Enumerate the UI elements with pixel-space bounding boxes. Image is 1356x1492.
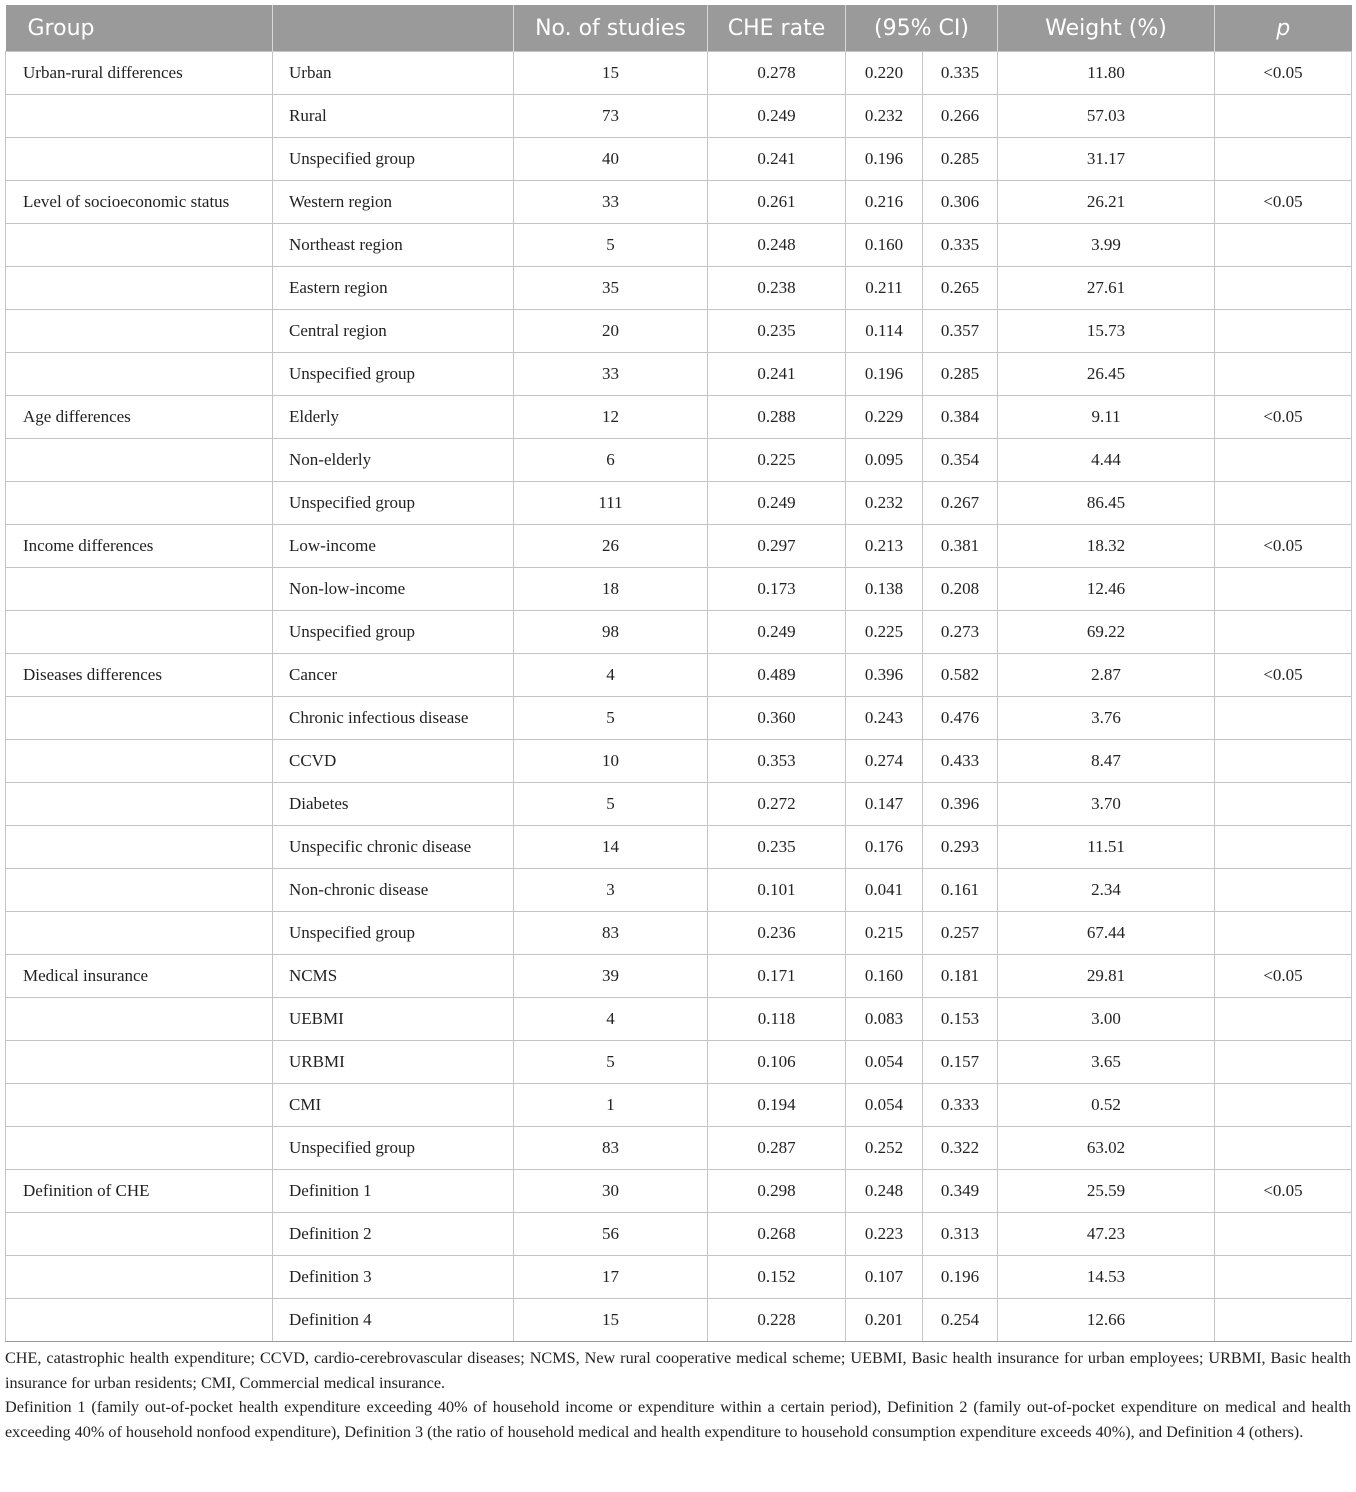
studies-cell: 5 [514, 783, 708, 826]
p-value-cell [1215, 912, 1352, 955]
table-row [6, 697, 1352, 740]
table-container [5, 5, 1351, 1444]
subgroup-cell: Northeast region [273, 224, 514, 267]
che-rate-cell: 0.152 [708, 1256, 846, 1299]
ci-lower-cell: 0.213 [846, 525, 923, 568]
che-rate-cell: 0.288 [708, 396, 846, 439]
group-cell: Income differences [6, 525, 273, 568]
p-value-cell: <0.05 [1215, 525, 1352, 568]
weight-cell: 3.00 [998, 998, 1215, 1041]
che-rate-cell: 0.235 [708, 310, 846, 353]
table-row [6, 826, 1352, 869]
che-rate-cell: 0.272 [708, 783, 846, 826]
subgroup-cell: Unspecified group [273, 482, 514, 525]
weight-cell: 86.45 [998, 482, 1215, 525]
subgroup-cell: Diabetes [273, 783, 514, 826]
table-row [6, 52, 1352, 95]
ci-upper-cell: 0.285 [923, 138, 998, 181]
ci-upper-cell: 0.273 [923, 611, 998, 654]
group-cell [6, 310, 273, 353]
table-row [6, 611, 1352, 654]
ci-upper-cell: 0.265 [923, 267, 998, 310]
subgroup-cell: Non-chronic disease [273, 869, 514, 912]
p-value-cell [1215, 611, 1352, 654]
che-rate-cell: 0.249 [708, 611, 846, 654]
ci-upper-cell: 0.384 [923, 396, 998, 439]
table-row [6, 181, 1352, 224]
p-value-cell [1215, 697, 1352, 740]
subgroup-cell: Urban [273, 52, 514, 95]
weight-cell: 3.99 [998, 224, 1215, 267]
table-body [6, 52, 1352, 1342]
studies-cell: 73 [514, 95, 708, 138]
table-row [6, 1041, 1352, 1084]
subgroup-cell: Unspecified group [273, 353, 514, 396]
table-footnotes [5, 1346, 1351, 1444]
group-cell [6, 1256, 273, 1299]
header-che-rate: CHE rate [708, 5, 846, 52]
ci-upper-cell: 0.153 [923, 998, 998, 1041]
weight-cell: 27.61 [998, 267, 1215, 310]
ci-lower-cell: 0.220 [846, 52, 923, 95]
che-rate-cell: 0.225 [708, 439, 846, 482]
studies-cell: 35 [514, 267, 708, 310]
ci-lower-cell: 0.223 [846, 1213, 923, 1256]
ci-upper-cell: 0.335 [923, 224, 998, 267]
table-row [6, 783, 1352, 826]
p-value-cell [1215, 95, 1352, 138]
group-cell [6, 353, 273, 396]
p-value-cell: <0.05 [1215, 396, 1352, 439]
subgroup-cell: CMI [273, 1084, 514, 1127]
group-cell [6, 1127, 273, 1170]
weight-cell: 11.80 [998, 52, 1215, 95]
table-row [6, 396, 1352, 439]
header-group: Group [6, 5, 273, 52]
table-row [6, 1256, 1352, 1299]
che-subgroup-table [5, 5, 1352, 1342]
p-value-cell [1215, 998, 1352, 1041]
ci-lower-cell: 0.054 [846, 1041, 923, 1084]
group-cell [6, 1084, 273, 1127]
ci-lower-cell: 0.107 [846, 1256, 923, 1299]
weight-cell: 18.32 [998, 525, 1215, 568]
ci-lower-cell: 0.160 [846, 224, 923, 267]
studies-cell: 33 [514, 353, 708, 396]
studies-cell: 15 [514, 1299, 708, 1342]
subgroup-cell: Cancer [273, 654, 514, 697]
subgroup-cell: Definition 1 [273, 1170, 514, 1213]
group-cell [6, 1041, 273, 1084]
p-value-cell [1215, 1084, 1352, 1127]
ci-upper-cell: 0.257 [923, 912, 998, 955]
subgroup-cell: Definition 3 [273, 1256, 514, 1299]
group-cell [6, 998, 273, 1041]
group-cell [6, 224, 273, 267]
weight-cell: 67.44 [998, 912, 1215, 955]
ci-lower-cell: 0.201 [846, 1299, 923, 1342]
subgroup-cell: Western region [273, 181, 514, 224]
studies-cell: 56 [514, 1213, 708, 1256]
ci-upper-cell: 0.349 [923, 1170, 998, 1213]
weight-cell: 4.44 [998, 439, 1215, 482]
group-cell [6, 869, 273, 912]
ci-lower-cell: 0.176 [846, 826, 923, 869]
p-value-cell [1215, 740, 1352, 783]
p-value-cell [1215, 1041, 1352, 1084]
p-value-cell: <0.05 [1215, 181, 1352, 224]
weight-cell: 2.87 [998, 654, 1215, 697]
header-ci: (95% CI) [846, 5, 998, 52]
weight-cell: 15.73 [998, 310, 1215, 353]
studies-cell: 83 [514, 912, 708, 955]
che-rate-cell: 0.489 [708, 654, 846, 697]
group-cell [6, 611, 273, 654]
subgroup-cell: Low-income [273, 525, 514, 568]
che-rate-cell: 0.268 [708, 1213, 846, 1256]
ci-upper-cell: 0.313 [923, 1213, 998, 1256]
group-cell [6, 1299, 273, 1342]
ci-upper-cell: 0.266 [923, 95, 998, 138]
weight-cell: 3.65 [998, 1041, 1215, 1084]
header-subgroup [273, 5, 514, 52]
subgroup-cell: Definition 4 [273, 1299, 514, 1342]
p-value-cell [1215, 1213, 1352, 1256]
che-rate-cell: 0.353 [708, 740, 846, 783]
ci-lower-cell: 0.396 [846, 654, 923, 697]
group-cell: Level of socioeconomic status [6, 181, 273, 224]
ci-upper-cell: 0.335 [923, 52, 998, 95]
che-rate-cell: 0.118 [708, 998, 846, 1041]
p-value-cell [1215, 267, 1352, 310]
ci-upper-cell: 0.322 [923, 1127, 998, 1170]
p-value-cell [1215, 826, 1352, 869]
group-cell [6, 267, 273, 310]
subgroup-cell: UEBMI [273, 998, 514, 1041]
ci-upper-cell: 0.285 [923, 353, 998, 396]
che-rate-cell: 0.235 [708, 826, 846, 869]
ci-upper-cell: 0.476 [923, 697, 998, 740]
che-rate-cell: 0.106 [708, 1041, 846, 1084]
ci-upper-cell: 0.333 [923, 1084, 998, 1127]
table-row [6, 1127, 1352, 1170]
table-row [6, 955, 1352, 998]
ci-lower-cell: 0.083 [846, 998, 923, 1041]
table-row [6, 525, 1352, 568]
weight-cell: 47.23 [998, 1213, 1215, 1256]
che-rate-cell: 0.101 [708, 869, 846, 912]
subgroup-cell: Central region [273, 310, 514, 353]
subgroup-cell: Elderly [273, 396, 514, 439]
che-rate-cell: 0.297 [708, 525, 846, 568]
ci-lower-cell: 0.095 [846, 439, 923, 482]
che-rate-cell: 0.261 [708, 181, 846, 224]
ci-lower-cell: 0.243 [846, 697, 923, 740]
studies-cell: 83 [514, 1127, 708, 1170]
weight-cell: 2.34 [998, 869, 1215, 912]
ci-lower-cell: 0.232 [846, 95, 923, 138]
group-cell [6, 439, 273, 482]
ci-lower-cell: 0.196 [846, 353, 923, 396]
group-cell: Age differences [6, 396, 273, 439]
subgroup-cell: NCMS [273, 955, 514, 998]
che-rate-cell: 0.249 [708, 482, 846, 525]
studies-cell: 3 [514, 869, 708, 912]
ci-lower-cell: 0.054 [846, 1084, 923, 1127]
table-row [6, 224, 1352, 267]
weight-cell: 26.21 [998, 181, 1215, 224]
group-cell [6, 138, 273, 181]
che-rate-cell: 0.278 [708, 52, 846, 95]
table-row [6, 1170, 1352, 1213]
ci-lower-cell: 0.114 [846, 310, 923, 353]
subgroup-cell: Unspecific chronic disease [273, 826, 514, 869]
ci-lower-cell: 0.232 [846, 482, 923, 525]
studies-cell: 5 [514, 224, 708, 267]
studies-cell: 33 [514, 181, 708, 224]
table-row [6, 654, 1352, 697]
group-cell [6, 697, 273, 740]
ci-upper-cell: 0.161 [923, 869, 998, 912]
ci-upper-cell: 0.254 [923, 1299, 998, 1342]
table-header-row [6, 5, 1352, 52]
group-cell: Urban-rural differences [6, 52, 273, 95]
ci-lower-cell: 0.147 [846, 783, 923, 826]
subgroup-cell: Unspecified group [273, 611, 514, 654]
table-row [6, 439, 1352, 482]
studies-cell: 4 [514, 654, 708, 697]
group-cell [6, 1213, 273, 1256]
p-value-cell [1215, 224, 1352, 267]
weight-cell: 8.47 [998, 740, 1215, 783]
studies-cell: 1 [514, 1084, 708, 1127]
che-rate-cell: 0.171 [708, 955, 846, 998]
group-cell [6, 568, 273, 611]
studies-cell: 26 [514, 525, 708, 568]
p-value-cell [1215, 310, 1352, 353]
subgroup-cell: Unspecified group [273, 912, 514, 955]
studies-cell: 12 [514, 396, 708, 439]
table-row [6, 740, 1352, 783]
weight-cell: 11.51 [998, 826, 1215, 869]
header-weight: Weight (%) [998, 5, 1215, 52]
studies-cell: 111 [514, 482, 708, 525]
group-cell [6, 95, 273, 138]
table-row [6, 95, 1352, 138]
ci-upper-cell: 0.306 [923, 181, 998, 224]
group-cell [6, 826, 273, 869]
studies-cell: 4 [514, 998, 708, 1041]
ci-lower-cell: 0.252 [846, 1127, 923, 1170]
ci-upper-cell: 0.354 [923, 439, 998, 482]
che-rate-cell: 0.241 [708, 138, 846, 181]
table-row [6, 353, 1352, 396]
table-row [6, 1213, 1352, 1256]
ci-lower-cell: 0.211 [846, 267, 923, 310]
studies-cell: 15 [514, 52, 708, 95]
p-value-cell [1215, 568, 1352, 611]
group-cell [6, 740, 273, 783]
studies-cell: 5 [514, 697, 708, 740]
group-cell: Diseases differences [6, 654, 273, 697]
p-value-cell [1215, 783, 1352, 826]
abbreviations-note: CHE, catastrophic health expenditure; CCVD, cardio-cerebrovascular diseases; NCMS, New rural cooperative medical scheme; UEBMI, Basic health insurance for urban employees; URBMI, Basic health insurance for urban residents; CMI, Commercial medical insurance. [5, 1349, 1351, 1392]
ci-lower-cell: 0.196 [846, 138, 923, 181]
table-row [6, 267, 1352, 310]
group-cell [6, 912, 273, 955]
che-rate-cell: 0.248 [708, 224, 846, 267]
table-row [6, 912, 1352, 955]
p-value-cell [1215, 1256, 1352, 1299]
che-rate-cell: 0.236 [708, 912, 846, 955]
subgroup-cell: Unspecified group [273, 138, 514, 181]
p-value-cell: <0.05 [1215, 654, 1352, 697]
che-rate-cell: 0.238 [708, 267, 846, 310]
subgroup-cell: CCVD [273, 740, 514, 783]
studies-cell: 20 [514, 310, 708, 353]
studies-cell: 10 [514, 740, 708, 783]
studies-cell: 39 [514, 955, 708, 998]
table-row [6, 138, 1352, 181]
ci-upper-cell: 0.396 [923, 783, 998, 826]
p-value-cell [1215, 869, 1352, 912]
p-value-cell: <0.05 [1215, 52, 1352, 95]
weight-cell: 12.46 [998, 568, 1215, 611]
studies-cell: 18 [514, 568, 708, 611]
p-value-cell [1215, 353, 1352, 396]
p-value-cell: <0.05 [1215, 955, 1352, 998]
ci-lower-cell: 0.274 [846, 740, 923, 783]
che-rate-cell: 0.228 [708, 1299, 846, 1342]
weight-cell: 3.76 [998, 697, 1215, 740]
weight-cell: 29.81 [998, 955, 1215, 998]
table-row [6, 1299, 1352, 1342]
weight-cell: 0.52 [998, 1084, 1215, 1127]
che-rate-cell: 0.360 [708, 697, 846, 740]
p-value-cell [1215, 138, 1352, 181]
ci-upper-cell: 0.181 [923, 955, 998, 998]
ci-upper-cell: 0.381 [923, 525, 998, 568]
studies-cell: 14 [514, 826, 708, 869]
subgroup-cell: Definition 2 [273, 1213, 514, 1256]
weight-cell: 57.03 [998, 95, 1215, 138]
weight-cell: 31.17 [998, 138, 1215, 181]
p-value-cell [1215, 439, 1352, 482]
ci-upper-cell: 0.157 [923, 1041, 998, 1084]
weight-cell: 26.45 [998, 353, 1215, 396]
ci-lower-cell: 0.041 [846, 869, 923, 912]
studies-cell: 40 [514, 138, 708, 181]
definitions-note: Definition 1 (family out-of-pocket health expenditure exceeding 40% of household income or expenditure within a certain period), Definition 2 (family out-of-pocket expenditure on medical and health exceeding 40% of household nonfood expenditure), Definition 3 (the ratio of household medical and health expenditure to household consumption expenditure exceeds 40%), and Definition 4 (others). [5, 1398, 1351, 1441]
studies-cell: 5 [514, 1041, 708, 1084]
p-value-cell: <0.05 [1215, 1170, 1352, 1213]
table-row [6, 482, 1352, 525]
ci-lower-cell: 0.229 [846, 396, 923, 439]
subgroup-cell: Eastern region [273, 267, 514, 310]
header-studies: No. of studies [514, 5, 708, 52]
weight-cell: 3.70 [998, 783, 1215, 826]
ci-upper-cell: 0.582 [923, 654, 998, 697]
weight-cell: 9.11 [998, 396, 1215, 439]
che-rate-cell: 0.194 [708, 1084, 846, 1127]
che-rate-cell: 0.249 [708, 95, 846, 138]
subgroup-cell: Unspecified group [273, 1127, 514, 1170]
ci-upper-cell: 0.293 [923, 826, 998, 869]
group-cell [6, 783, 273, 826]
studies-cell: 98 [514, 611, 708, 654]
weight-cell: 14.53 [998, 1256, 1215, 1299]
table-row [6, 1084, 1352, 1127]
subgroup-cell: Rural [273, 95, 514, 138]
weight-cell: 69.22 [998, 611, 1215, 654]
ci-lower-cell: 0.138 [846, 568, 923, 611]
table-row [6, 998, 1352, 1041]
p-value-cell [1215, 482, 1352, 525]
che-rate-cell: 0.287 [708, 1127, 846, 1170]
che-rate-cell: 0.241 [708, 353, 846, 396]
p-value-cell [1215, 1299, 1352, 1342]
ci-upper-cell: 0.433 [923, 740, 998, 783]
subgroup-cell: Chronic infectious disease [273, 697, 514, 740]
subgroup-cell: Non-elderly [273, 439, 514, 482]
studies-cell: 6 [514, 439, 708, 482]
studies-cell: 30 [514, 1170, 708, 1213]
ci-lower-cell: 0.248 [846, 1170, 923, 1213]
group-cell: Definition of CHE [6, 1170, 273, 1213]
ci-upper-cell: 0.267 [923, 482, 998, 525]
header-p: p [1215, 5, 1352, 52]
ci-upper-cell: 0.208 [923, 568, 998, 611]
ci-lower-cell: 0.225 [846, 611, 923, 654]
ci-lower-cell: 0.215 [846, 912, 923, 955]
table-row [6, 568, 1352, 611]
group-cell: Medical insurance [6, 955, 273, 998]
ci-lower-cell: 0.216 [846, 181, 923, 224]
studies-cell: 17 [514, 1256, 708, 1299]
weight-cell: 12.66 [998, 1299, 1215, 1342]
group-cell [6, 482, 273, 525]
p-value-cell [1215, 1127, 1352, 1170]
table-row [6, 310, 1352, 353]
weight-cell: 25.59 [998, 1170, 1215, 1213]
subgroup-cell: Non-low-income [273, 568, 514, 611]
ci-upper-cell: 0.196 [923, 1256, 998, 1299]
ci-upper-cell: 0.357 [923, 310, 998, 353]
subgroup-cell: URBMI [273, 1041, 514, 1084]
che-rate-cell: 0.173 [708, 568, 846, 611]
ci-lower-cell: 0.160 [846, 955, 923, 998]
che-rate-cell: 0.298 [708, 1170, 846, 1213]
table-row [6, 869, 1352, 912]
weight-cell: 63.02 [998, 1127, 1215, 1170]
